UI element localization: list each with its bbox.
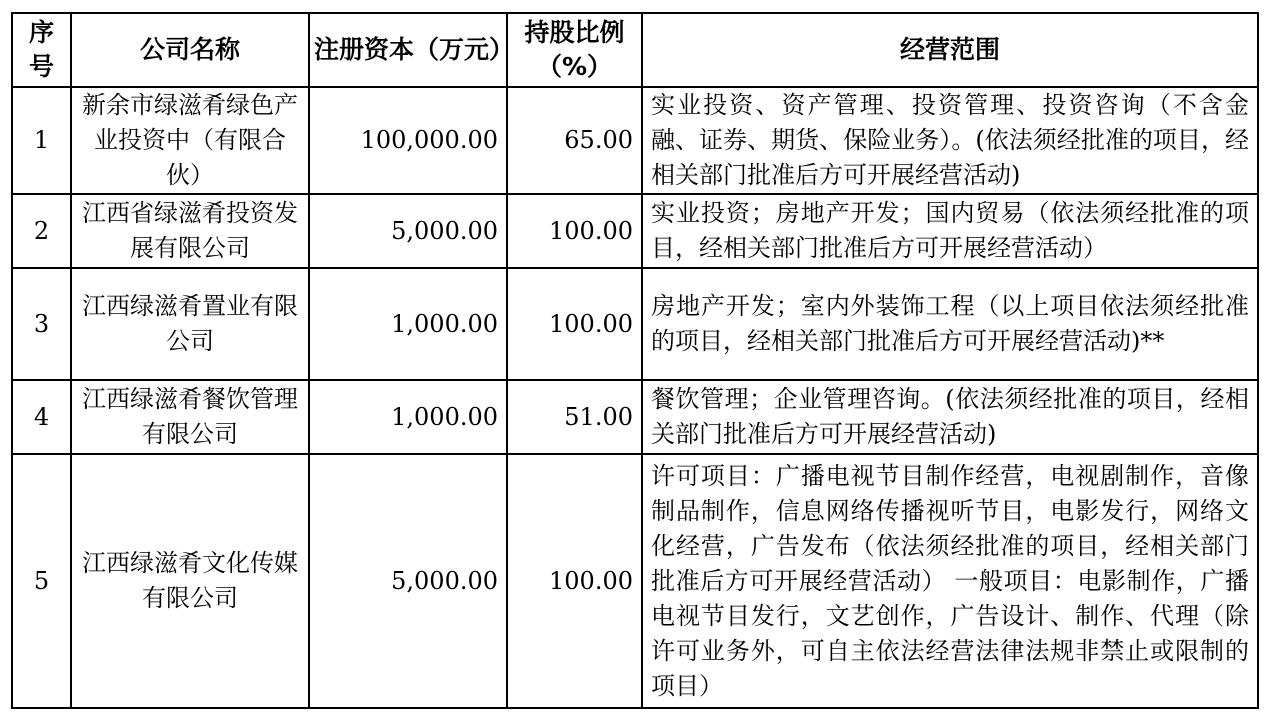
cell-shareholding-ratio: 100.00 <box>507 268 642 380</box>
cell-business-scope: 许可项目：广播电视节目制作经营，电视剧制作，音像制品制作，信息网络传播视听节目，电影发行，网络文化经营，广告发布（依法须经批准的项目，经相关部门批准后方可开展经营活动） 一般项目：电影制作，广播电视节目发行，文艺创作，广告设计、制作、代理（除许可业务外，可自主依法经营法律法规非禁止或限制的项目） <box>642 454 1258 708</box>
cell-index: 5 <box>12 454 71 708</box>
cell-index: 4 <box>12 380 71 454</box>
cell-registered-capital: 1,000.00 <box>309 268 507 380</box>
cell-index: 2 <box>12 194 71 268</box>
cell-company-name: 江西绿滋肴文化传媒有限公司 <box>71 454 309 708</box>
cell-shareholding-ratio: 65.00 <box>507 87 642 194</box>
header-name: 公司名称 <box>71 13 309 87</box>
cell-index: 1 <box>12 87 71 194</box>
table-row <box>12 454 1258 708</box>
cell-shareholding-ratio: 51.00 <box>507 380 642 454</box>
cell-shareholding-ratio: 100.00 <box>507 194 642 268</box>
cell-registered-capital: 1,000.00 <box>309 380 507 454</box>
cell-company-name: 江西绿滋肴餐饮管理有限公司 <box>71 380 309 454</box>
cell-registered-capital: 100,000.00 <box>309 87 507 194</box>
cell-registered-capital: 5,000.00 <box>309 454 507 708</box>
cell-company-name: 新余市绿滋肴绿色产业投资中（有限合伙） <box>71 87 309 194</box>
table-row <box>12 87 1258 194</box>
cell-business-scope: 房地产开发；室内外装饰工程（以上项目依法须经批准的项目，经相关部门批准后方可开展经营活动)** <box>642 268 1258 380</box>
cell-business-scope: 餐饮管理；企业管理咨询。(依法须经批准的项目，经相关部门批准后方可开展经营活动) <box>642 380 1258 454</box>
cell-company-name: 江西绿滋肴置业有限公司 <box>71 268 309 380</box>
header-index: 序号 <box>12 13 71 87</box>
table-body <box>12 87 1258 708</box>
header-scope: 经营范围 <box>642 13 1258 87</box>
company-table <box>11 12 1259 709</box>
table-row <box>12 268 1258 380</box>
header-capital: 注册资本（万元） <box>309 13 507 87</box>
cell-business-scope: 实业投资；房地产开发；国内贸易（依法须经批准的项目，经相关部门批准后方可开展经营活动） <box>642 194 1258 268</box>
cell-index: 3 <box>12 268 71 380</box>
cell-business-scope: 实业投资、资产管理、投资管理、投资咨询（不含金融、证券、期货、保险业务）。(依法须经批准的项目，经相关部门批准后方可开展经营活动) <box>642 87 1258 194</box>
cell-registered-capital: 5,000.00 <box>309 194 507 268</box>
header-row <box>12 13 1258 87</box>
table-row <box>12 194 1258 268</box>
table-header <box>12 13 1258 87</box>
table-row <box>12 380 1258 454</box>
header-ratio: 持股比例（%） <box>507 13 642 87</box>
cell-company-name: 江西省绿滋肴投资发展有限公司 <box>71 194 309 268</box>
cell-shareholding-ratio: 100.00 <box>507 454 642 708</box>
